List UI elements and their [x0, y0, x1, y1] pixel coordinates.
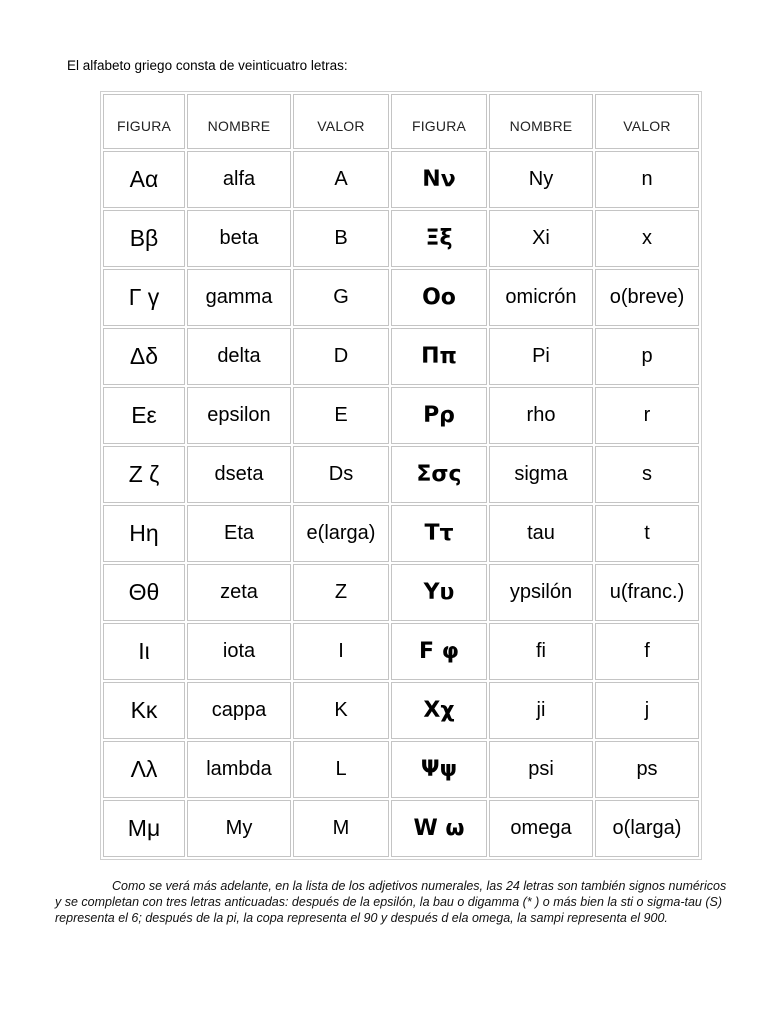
figura-cell: Δδ	[103, 328, 185, 385]
nombre-cell: delta	[187, 328, 291, 385]
figura-cell: Εε	[103, 387, 185, 444]
valor-cell: Z	[293, 564, 389, 621]
table-row	[103, 387, 699, 444]
nombre-cell: tau	[489, 505, 593, 562]
figura-cell: Σσς	[391, 446, 487, 503]
table-row	[103, 328, 699, 385]
nombre-cell: Eta	[187, 505, 291, 562]
header-figura-1: FIGURA	[103, 94, 185, 149]
nombre-cell: ypsilón	[489, 564, 593, 621]
valor-cell: t	[595, 505, 699, 562]
figura-cell: Ττ	[391, 505, 487, 562]
table-row	[103, 741, 699, 798]
figura-cell: Αα	[103, 151, 185, 208]
valor-cell: E	[293, 387, 389, 444]
table-row	[103, 800, 699, 857]
nombre-cell: epsilon	[187, 387, 291, 444]
nombre-cell: omega	[489, 800, 593, 857]
nombre-cell: beta	[187, 210, 291, 267]
nombre-cell: rho	[489, 387, 593, 444]
nombre-cell: cappa	[187, 682, 291, 739]
nombre-cell: alfa	[187, 151, 291, 208]
figura-cell: Ππ	[391, 328, 487, 385]
valor-cell: o(breve)	[595, 269, 699, 326]
nombre-cell: My	[187, 800, 291, 857]
valor-cell: D	[293, 328, 389, 385]
valor-cell: x	[595, 210, 699, 267]
valor-cell: G	[293, 269, 389, 326]
table-row	[103, 682, 699, 739]
figura-cell: Χχ	[391, 682, 487, 739]
nombre-cell: gamma	[187, 269, 291, 326]
footnote-paragraph: Como se verá más adelante, en la lista de los adjetivos numerales, las 24 letras son también signos numéricos y se completan con tres letras anticuadas: después de la epsilón, la bau o digamma (* ) o más bien la sti o sigma-tau (S) representa el 6; después de la pi, la copa representa el 90 y después d ela omega, la sampi representa el 900.	[55, 879, 727, 925]
figura-cell: Ξξ	[391, 210, 487, 267]
valor-cell: o(larga)	[595, 800, 699, 857]
valor-cell: r	[595, 387, 699, 444]
valor-cell: ps	[595, 741, 699, 798]
table-row	[103, 623, 699, 680]
valor-cell: n	[595, 151, 699, 208]
valor-cell: j	[595, 682, 699, 739]
header-valor-1: VALOR	[293, 94, 389, 149]
figura-cell: Ββ	[103, 210, 185, 267]
nombre-cell: ji	[489, 682, 593, 739]
valor-cell: e(larga)	[293, 505, 389, 562]
valor-cell: K	[293, 682, 389, 739]
valor-cell: B	[293, 210, 389, 267]
figura-cell: Θθ	[103, 564, 185, 621]
header-valor-2: VALOR	[595, 94, 699, 149]
table-row	[103, 505, 699, 562]
nombre-cell: zeta	[187, 564, 291, 621]
valor-cell: f	[595, 623, 699, 680]
figura-cell: Λλ	[103, 741, 185, 798]
greek-alphabet-table-container	[100, 91, 699, 860]
figura-cell: Μμ	[103, 800, 185, 857]
nombre-cell: sigma	[489, 446, 593, 503]
nombre-cell: Xi	[489, 210, 593, 267]
figura-cell: Οο	[391, 269, 487, 326]
figura-cell: W ω	[391, 800, 487, 857]
nombre-cell: Ny	[489, 151, 593, 208]
figura-cell: Ζ ζ	[103, 446, 185, 503]
valor-cell: L	[293, 741, 389, 798]
header-nombre-1: NOMBRE	[187, 94, 291, 149]
nombre-cell: lambda	[187, 741, 291, 798]
figura-cell: Γ γ	[103, 269, 185, 326]
figura-cell: F φ	[391, 623, 487, 680]
figura-cell: Υυ	[391, 564, 487, 621]
valor-cell: A	[293, 151, 389, 208]
table-row	[103, 210, 699, 267]
valor-cell: p	[595, 328, 699, 385]
nombre-cell: dseta	[187, 446, 291, 503]
figura-cell: Ιι	[103, 623, 185, 680]
nombre-cell: fi	[489, 623, 593, 680]
nombre-cell: Pi	[489, 328, 593, 385]
table-row	[103, 446, 699, 503]
figura-cell: Ηη	[103, 505, 185, 562]
valor-cell: Ds	[293, 446, 389, 503]
valor-cell: M	[293, 800, 389, 857]
figura-cell: Ψψ	[391, 741, 487, 798]
table-body	[103, 151, 699, 857]
table-row	[103, 564, 699, 621]
intro-text: El alfabeto griego consta de veinticuatro letras:	[67, 58, 348, 73]
figura-cell: Ρρ	[391, 387, 487, 444]
table-row	[103, 151, 699, 208]
greek-alphabet-table	[100, 91, 702, 860]
table-row	[103, 269, 699, 326]
nombre-cell: iota	[187, 623, 291, 680]
header-nombre-2: NOMBRE	[489, 94, 593, 149]
nombre-cell: psi	[489, 741, 593, 798]
table-header-row	[103, 94, 699, 149]
nombre-cell: omicrón	[489, 269, 593, 326]
valor-cell: I	[293, 623, 389, 680]
header-figura-2: FIGURA	[391, 94, 487, 149]
figura-cell: Κκ	[103, 682, 185, 739]
valor-cell: u(franc.)	[595, 564, 699, 621]
valor-cell: s	[595, 446, 699, 503]
figura-cell: Νν	[391, 151, 487, 208]
